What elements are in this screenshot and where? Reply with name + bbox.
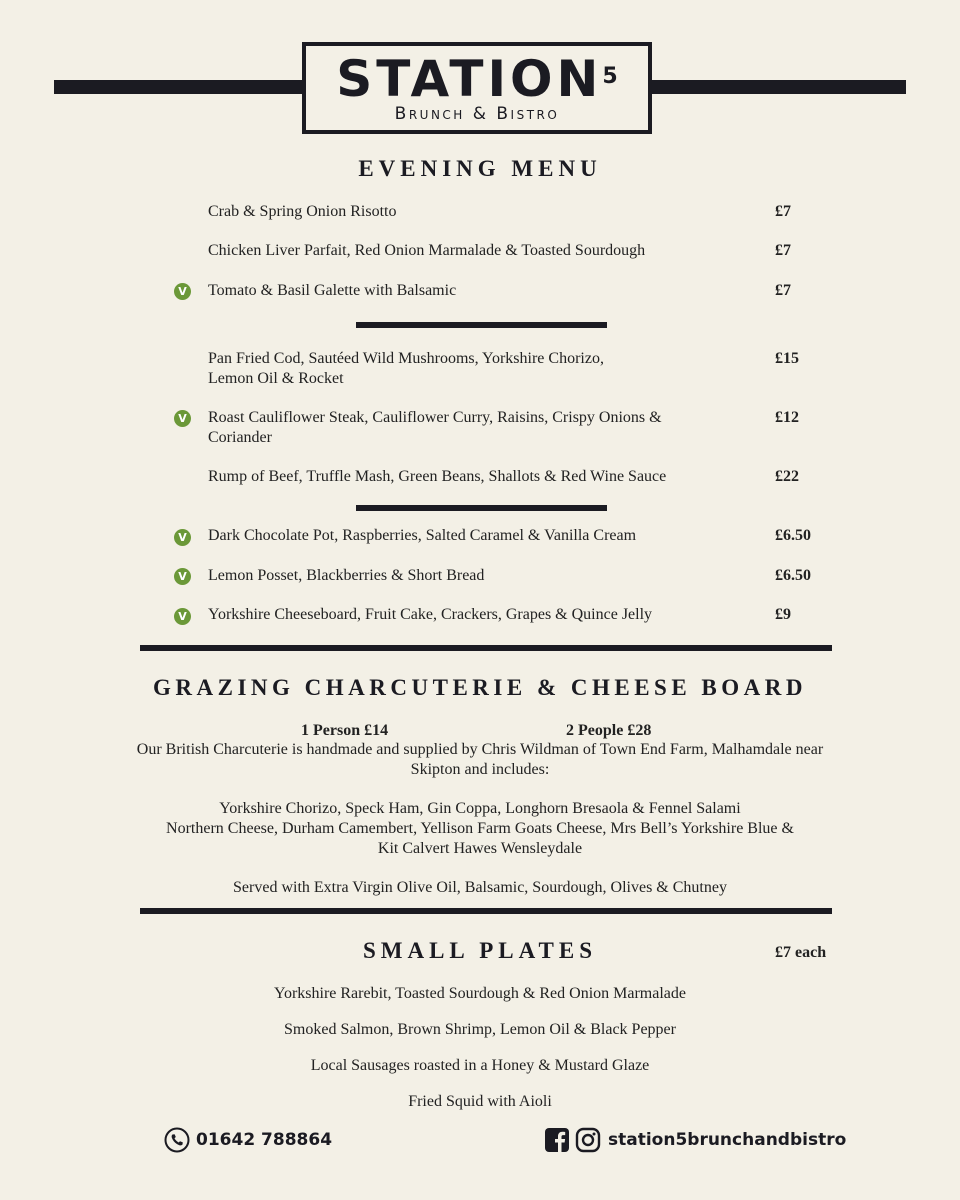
menu-item-price: £6.50: [775, 527, 811, 544]
small-plate-item: Smoked Salmon, Brown Shrimp, Lemon Oil & Black Pepper: [284, 1021, 676, 1038]
section-divider: [140, 645, 832, 651]
menu-item-price: £6.50: [775, 567, 811, 584]
menu-item-price: £7: [775, 242, 791, 259]
small-plate-item: Fried Squid with Aioli: [408, 1093, 552, 1110]
menu-item-name: Crab & Spring Onion Risotto: [208, 203, 397, 220]
menu-item-name: Rump of Beef, Truffle Mash, Green Beans, Shallots & Red Wine Sauce: [208, 468, 667, 485]
price-two-people: 2 People £28: [566, 722, 652, 739]
divider: [356, 322, 607, 328]
menu-item-name: Dark Chocolate Pot, Raspberries, Salted Caramel & Vanilla Cream: [208, 527, 637, 544]
vegetarian-icon: V: [174, 608, 191, 625]
vegetarian-icon: V: [174, 529, 191, 546]
facebook-icon[interactable]: [544, 1127, 570, 1153]
logo-subtitle: Brunch & Bistro: [394, 104, 560, 124]
grazing-served-with: Served with Extra Virgin Olive Oil, Balsamic, Sourdough, Olives & Chutney: [233, 879, 727, 896]
menu-item-price: £22: [775, 468, 799, 485]
menu-item-price: £7: [775, 282, 791, 299]
grazing-title: GRAZING CHARCUTERIE & CHEESE BOARD: [153, 675, 807, 700]
menu-item-name: Pan Fried Cod, Sautéed Wild Mushrooms, Yorkshire Chorizo, Lemon Oil & Rocket: [208, 350, 604, 387]
grazing-cheeses: Northern Cheese, Durham Camembert, Yellison Farm Goats Cheese, Mrs Bell’s Yorkshire Blue & Kit Calvert Hawes Wensleydale: [166, 820, 794, 857]
evening-menu-title: EVENING MENU: [358, 156, 602, 181]
menu-item-price: £15: [775, 350, 799, 367]
small-plate-item: Local Sausages roasted in a Honey & Mustard Glaze: [310, 1057, 650, 1074]
social-handle[interactable]: station5brunchandbistro: [608, 1130, 847, 1150]
phone-icon: [164, 1127, 190, 1153]
vegetarian-icon: V: [174, 410, 191, 427]
menu-item-name: Chicken Liver Parfait, Red Onion Marmalade & Toasted Sourdough: [208, 242, 646, 259]
small-plates-price: £7 each: [775, 944, 827, 961]
menu-item-price: £7: [775, 203, 791, 220]
menu-item-name: Lemon Posset, Blackberries & Short Bread: [208, 567, 485, 584]
phone-number[interactable]: 01642 788864: [196, 1130, 333, 1150]
vegetarian-icon: V: [174, 568, 191, 585]
header-bar-right: [652, 80, 906, 94]
header-bar-left: [54, 80, 304, 94]
price-one-person: 1 Person £14: [301, 722, 389, 739]
instagram-icon[interactable]: [575, 1127, 601, 1153]
menu-item-name: Yorkshire Cheeseboard, Fruit Cake, Crackers, Grapes & Quince Jelly: [208, 606, 653, 623]
small-plates-title: SMALL PLATES: [362, 938, 598, 963]
section-divider: [140, 908, 832, 914]
vegetarian-icon: V: [174, 283, 191, 300]
menu-item-name: Roast Cauliflower Steak, Cauliflower Curry, Raisins, Crispy Onions & Coriander: [208, 409, 662, 446]
grazing-meats: Yorkshire Chorizo, Speck Ham, Gin Coppa, Longhorn Bresaola & Fennel Salami: [219, 800, 741, 817]
logo-title: STATION$^5$: [336, 50, 618, 108]
menu-item-price: £9: [775, 606, 791, 623]
divider: [356, 505, 607, 511]
small-plate-item: Yorkshire Rarebit, Toasted Sourdough & Red Onion Marmalade: [273, 985, 686, 1002]
menu-item-price: £12: [775, 409, 799, 426]
logo: [302, 42, 652, 134]
grazing-intro: Our British Charcuterie is handmade and supplied by Chris Wildman of Town End Farm, Malhamdale near Skipton and includes:: [136, 741, 824, 778]
menu-item-name: Tomato & Basil Galette with Balsamic: [208, 282, 457, 299]
